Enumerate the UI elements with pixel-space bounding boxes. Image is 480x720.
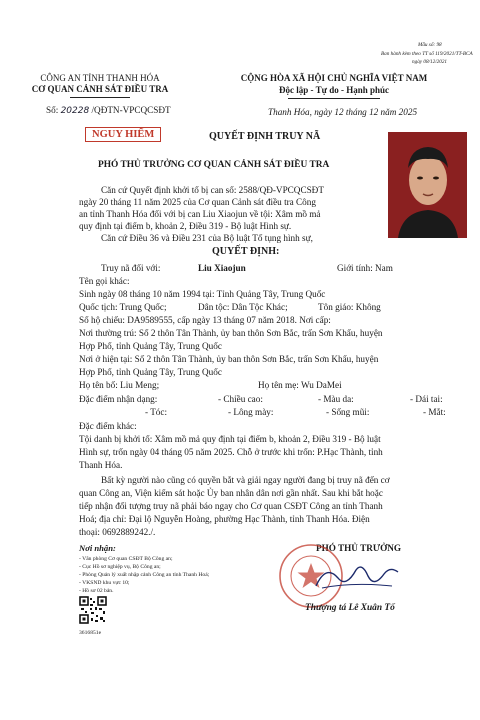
- instruction-line4: Hoá; địa chỉ: Đại lộ Nguyễn Hoàng, phường Hạc Thành, tỉnh Thanh Hóa. Điện: [79, 514, 370, 524]
- current-line2: Hợp Phố, tỉnh Quảng Tây, Trung Quốc: [79, 367, 222, 377]
- national-motto: Độc lập - Tự do - Hạnh phúc: [278, 85, 389, 95]
- decides-heading: QUYẾT ĐỊNH:: [212, 246, 280, 257]
- agency-name: CÔNG AN TỈNH THANH HÓA: [40, 73, 160, 83]
- recipient-2: - Cục Hồ sơ nghiệp vụ, Bộ Công an;: [79, 564, 161, 570]
- document-code: 3616851e: [79, 630, 102, 636]
- religion-field: Tôn giáo: Không: [318, 302, 381, 312]
- mother-field: Họ tên mẹ: Wu DaMei: [258, 380, 342, 390]
- qr-code-icon: [79, 596, 107, 624]
- feature-brow: - Lông mày:: [228, 407, 274, 417]
- instruction-line2: quan Công an, Viện kiểm sát hoặc Ủy ban nhân dân nơi gần nhất. Sau khi bắt hoặc: [79, 488, 383, 498]
- instruction-line1: Bất kỳ người nào cũng có quyền bắt và giải ngay người đang bị truy nã đến cơ: [101, 475, 390, 485]
- wanted-name: Liu Xiaojun: [198, 263, 246, 273]
- feature-height: - Chiều cao:: [218, 394, 263, 404]
- alias-field: Tên gọi khác:: [79, 276, 130, 286]
- handwritten-signature: [312, 560, 402, 594]
- qr-code: [79, 596, 107, 624]
- other-features-label: Đặc điểm khác:: [79, 421, 137, 431]
- form-ref-line1: Mẫu số: 98: [418, 42, 442, 48]
- left-header-underline: [70, 97, 130, 98]
- crime-line1: Tội danh bị khởi tố: Xâm mồ mả quy định tại điểm b, khoản 2, Điều 319 - Bộ luật: [79, 434, 381, 444]
- passport-field: Số hộ chiếu: DA9589555, cấp ngày 13 tháng 07 năm 2018. Nơi cấp:: [79, 315, 331, 325]
- feature-nose: - Sống mũi:: [326, 407, 370, 417]
- preamble-line1: Căn cứ Quyết định khởi tố bị can số: 2588/QĐ-VPCQCSĐT: [101, 185, 324, 195]
- current-line1: [79, 354, 378, 365]
- residence-address: Số 2 thôn Tân Thành, ủy ban thôn Sơn Bắc, trấn Sơn Khẩu, huyện: [136, 328, 383, 338]
- features-label: Đặc điểm nhận dạng:: [79, 394, 158, 404]
- preamble-line3: an tỉnh Thanh Hóa đối với bị can Liu Xiaojun về tội: Xâm mồ mả: [79, 209, 321, 219]
- office-name: CƠ QUAN CẢNH SÁT ĐIỀU TRA: [31, 84, 169, 94]
- feature-eye: - Mắt:: [423, 407, 446, 417]
- number-handwritten: 20228: [60, 106, 90, 116]
- nation-name: CỘNG HÒA XÃ HỘI CHỦ NGHĨA VIỆT NAM: [240, 73, 428, 83]
- feature-ear: - Dái tai:: [410, 394, 443, 404]
- residence-label: Nơi thường trú:: [79, 328, 137, 338]
- recipients-title: Nơi nhận:: [79, 543, 116, 553]
- crime-line2: Hình sự, trốn ngày 04 tháng 05 năm 2025. Chỗ ở trước khi trốn: P.Hạc Thành, tỉnh: [79, 447, 383, 457]
- recipient-4: - VKSND khu vực 10;: [79, 580, 130, 586]
- nationality-field: Quốc tịch: Trung Quốc;: [79, 302, 167, 312]
- decision-title: QUYẾT ĐỊNH TRUY NÃ: [209, 131, 321, 142]
- feature-hair: - Tóc:: [145, 407, 168, 417]
- document-number: [46, 105, 171, 117]
- subject-photo: [388, 132, 467, 238]
- preamble-line4: quy định tại điểm b, khoản 2, Điều 319 - Bộ luật Hình sự.: [79, 221, 292, 231]
- right-header-underline: [288, 98, 380, 99]
- signer-role: PHÓ THỦ TRƯỞNG: [316, 543, 402, 553]
- instruction-line3: tiếp nhận đối tượng truy nã phải báo ngay cho Cơ quan CSĐT Công an tỉnh Thanh: [79, 501, 383, 511]
- residence-line2: Hợp Phố, tỉnh Quảng Tây, Trung Quốc: [79, 341, 222, 351]
- instruction-line5: thoại: 0692889242./.: [79, 527, 156, 537]
- number-suffix: /QĐTN-VPCQCSĐT: [91, 105, 171, 115]
- recipient-1: - Văn phòng Cơ quan CSĐT Bộ Công an;: [79, 556, 173, 562]
- place-date: Thanh Hóa, ngày 12 tháng 12 năm 2025: [268, 107, 418, 117]
- danger-stamp: NGUY HIỂM: [85, 127, 161, 142]
- issuer-title: PHÓ THỦ TRƯỞNG CƠ QUAN CẢNH SÁT ĐIỀU TRA: [98, 160, 330, 170]
- birth-label: Sinh ngày 08 tháng 10 năm 1994 tại:: [79, 289, 215, 299]
- recipient-5: - Hồ sơ 02 bản.: [79, 588, 114, 594]
- recipient-3: - Phòng Quản lý xuất nhập cảnh Công an tỉnh Thanh Hoá;: [79, 572, 210, 578]
- residence-line1: [79, 328, 383, 339]
- father-field: Họ tên bố: Liu Meng;: [79, 380, 160, 390]
- signature-scribble: [312, 560, 402, 594]
- subject-portrait-image: [388, 132, 467, 238]
- sex-field: Giới tính: Nam: [337, 263, 393, 273]
- crime-line3: Thanh Hóa.: [79, 460, 123, 470]
- ethnicity-field: Dân tộc: Dân Tộc Khác;: [198, 302, 288, 312]
- wanted-label: Truy nã đối với:: [101, 263, 161, 273]
- signer-name: Thượng tá Lê Xuân Tố: [305, 603, 395, 613]
- current-label: Nơi ở hiện tại:: [79, 354, 133, 364]
- birth-place: Tỉnh Quảng Tây, Trung Quốc: [214, 289, 326, 299]
- preamble-line2: ngày 20 tháng 11 năm 2025 của Cơ quan Cảnh sát điều tra Công: [79, 197, 316, 207]
- current-address: Số 2 thôn Tân Thành, ủy ban thôn Sơn Bắc, trấn Sơn Khẩu, huyện: [132, 354, 379, 364]
- form-ref-line2: Ban hành kèm theo TT số 119/2021/TT-BCA: [381, 51, 473, 57]
- feature-skin: - Màu da:: [318, 394, 354, 404]
- form-ref-line3: ngày 08/12/2021: [412, 59, 448, 65]
- number-label: Số:: [46, 105, 59, 115]
- preamble-line5: Căn cứ Điều 36 và Điều 231 của Bộ luật Tố tụng hình sự,: [101, 233, 313, 243]
- birth-field: [79, 289, 325, 300]
